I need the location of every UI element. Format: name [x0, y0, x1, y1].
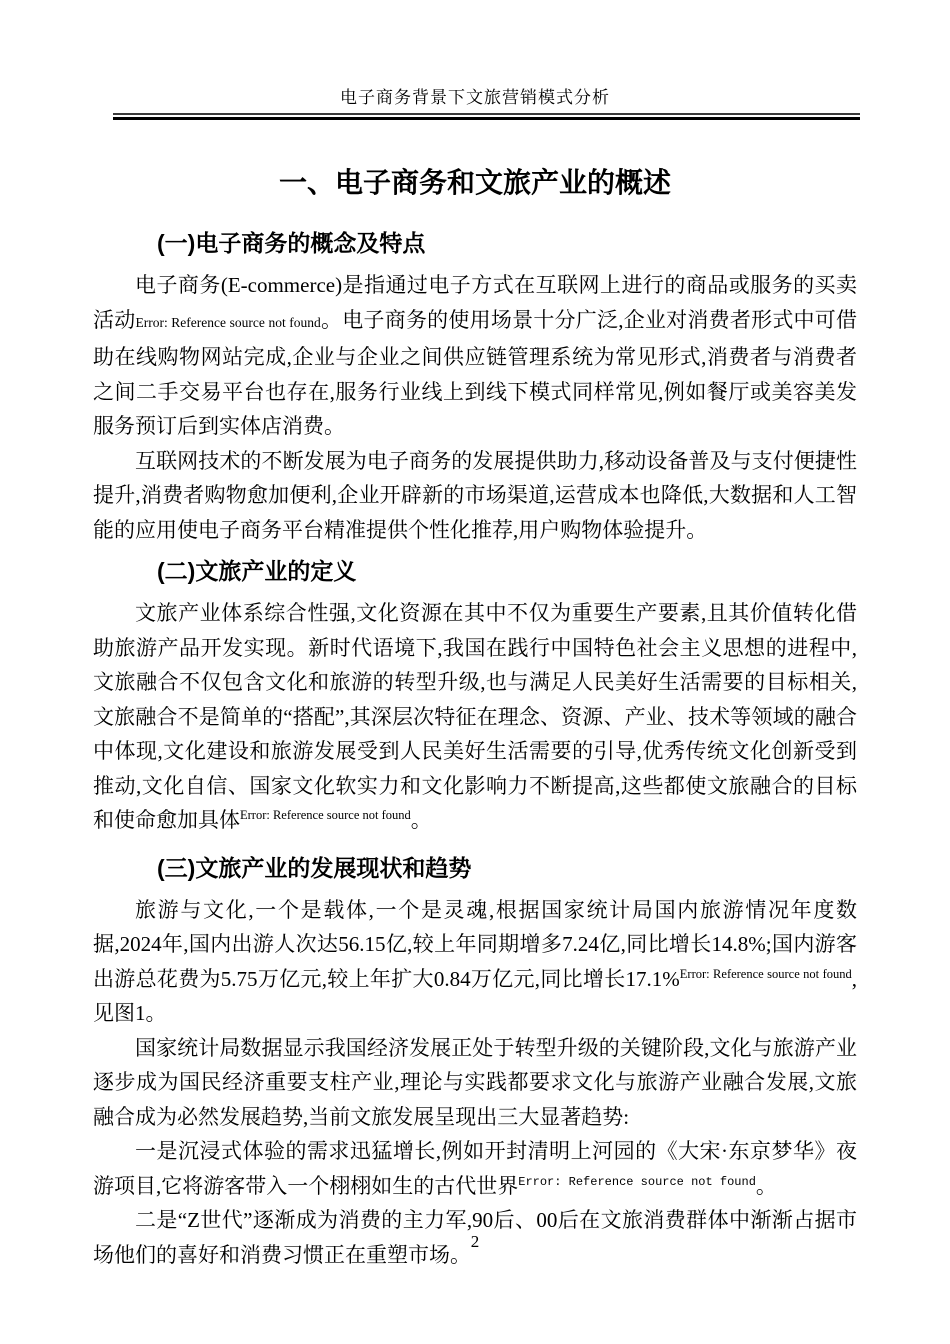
- error-reference-marker: Error: Reference source not found: [135, 314, 321, 330]
- para-text: 。: [410, 808, 432, 832]
- header-rule: [113, 113, 860, 120]
- error-reference-marker: Error: Reference source not found: [240, 808, 411, 822]
- para-text: 。: [755, 1173, 777, 1198]
- section-heading-2: (二)文旅产业的定义: [157, 558, 357, 584]
- paragraph-economic-transition: 国家统计局数据显示我国经济发展正处于转型升级的关键阶段,文化与旅游产业逐步成为国民经济重要支柱产业,理论与实践都要求文化与旅游产业融合发展,文旅融合成为必然发展趋势,当前文旅发展呈现出三大显著趋势:: [93, 1035, 857, 1129]
- paragraph-culture-tourism-definition: [93, 596, 857, 838]
- para-text: 旅游与文化,一个是载体,一个是灵魂,根据国家统计局国内旅游情况年度数据,2024年,国内出游人次达56.15亿,较上年同期增多7.24亿,同比增长14.8%;国内游客出游总花费为5.75万亿元,较上年扩大0.84万亿元,同比增长17.1%: [93, 897, 857, 991]
- paragraph-internet-development: 互联网技术的不断发展为电子商务的发展提供助力,移动设备普及与支付便捷性提升,消费者购物愈加便利,企业开辟新的市场渠道,运营成本也降低,大数据和人工智能的应用使电子商务平台精准提供个性化推荐,用户购物体验提升。: [93, 448, 857, 542]
- page-header: [93, 0, 857, 120]
- para-text: 。电子商务的使用场景十分广泛,企业对消费者形式中可借助在线购物网站完成,企业与企业之间供应链管理系统为常见形式,消费者与消费者之间二手交易平台也存在,服务行业线上到线下模式同样常见,例如餐厅或美容美发服务预订后到实体店消费。: [93, 307, 858, 438]
- section-heading-3: (三)文旅产业的发展现状和趋势: [157, 854, 472, 881]
- para-text: 文旅产业体系综合性强,文化资源在其中不仅为重要生产要素,且其价值转化借助旅游产品开发实现。新时代语境下,我国在践行中国特色社会主义思想的进程中,文旅融合不仅包含文化和旅游的转型升级,也与满足人民美好生活需要的目标相关,文旅融合不是简单的“搭配”,其深层次特征在理念、资源、产业、技术等领域的融合中体现,文化建设和旅游发展受到人民美好生活需要的引导,优秀传统文化创新受到推动,文化自信、国家文化软实力和文化影响力不断提高,这些都使文旅融合的目标和使命愈加具体: [93, 601, 857, 832]
- paragraph-trend-gen-z: 二是“Z世代”逐渐成为消费的主力军,90后、00后在文旅消费群体中渐渐占据市场他们的喜好和消费习惯正在重塑市场。: [93, 1208, 857, 1267]
- header-title: 电子商务背景下文旅营销模式分析: [340, 88, 610, 107]
- document-title: 一、电子商务和文旅产业的概述: [278, 167, 671, 198]
- paragraph-trend-immersive-experience: [93, 1134, 857, 1203]
- para-text: 电子商务(E-commerce)是指通过电子方式在互联网上进行的商品或服务的买卖活动: [93, 273, 857, 332]
- paragraph-ecommerce-definition: [93, 268, 857, 444]
- page-number: 2: [470, 1232, 480, 1251]
- para-text: 一是沉浸式体验的需求迅猛增长,例如开封清明上河园的《大宋·东京梦华》夜游项目,它将游客带入一个栩栩如生的古代世界: [93, 1139, 857, 1198]
- error-reference-marker: Error: Reference source not found: [679, 966, 852, 981]
- paragraph-tourism-statistics: [93, 893, 857, 1031]
- para-text: ,见图1。: [93, 966, 857, 1025]
- section-heading-1: (一)电子商务的概念及特点: [157, 230, 426, 256]
- error-reference-marker: Error: Reference source not found: [518, 1174, 756, 1189]
